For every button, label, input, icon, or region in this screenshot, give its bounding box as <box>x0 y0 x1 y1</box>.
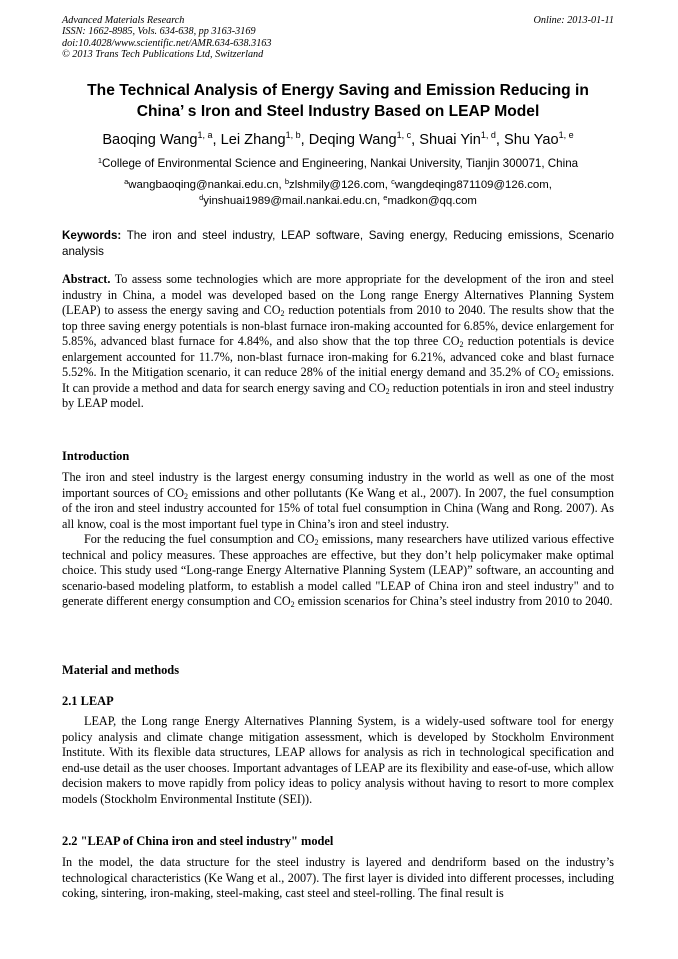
subscript: 2 <box>314 538 319 548</box>
keywords-text: The iron and steel industry, LEAP software, Saving energy, Reducing emissions, Scenario analysis <box>62 229 614 258</box>
journal-header <box>62 15 614 61</box>
email-address[interactable]: madkon@qq.com <box>387 194 477 207</box>
paragraph-text: emissions, many researchers have utilized various effective technical and policy measures. These approaches are effective, but they don’t help policymaker make optimal choice. This study used “Long-range Energy Alternative Planning System (LEAP)” software, an accounting and scenario-based modeling platform, to establish a model called "LEAP of China iron and steel industry" and to generate different energy consumption and CO <box>62 532 614 609</box>
keywords <box>62 228 614 259</box>
introduction-para-2 <box>62 532 614 610</box>
subscript: 2 <box>280 309 285 319</box>
subscript: 2 <box>555 371 560 381</box>
abstract-text: emissions. It can provide a method and data for search energy saving and CO <box>62 365 614 395</box>
title-line-1: The Technical Analysis of Energy Saving and Emission Reducing in <box>87 82 589 99</box>
paragraph-text: The iron and steel industry is the largest energy consuming industry in the world as well as one of the most important sources of CO <box>62 470 614 500</box>
email-mark: d <box>199 192 204 202</box>
author-name: Shuai Yin <box>419 132 481 148</box>
journal-name: Advanced Materials Research <box>62 15 185 26</box>
email-address[interactable]: yinshuai1989@mail.nankai.edu.cn <box>203 194 377 207</box>
subscript: 2 <box>459 340 464 350</box>
section-2-1-heading: 2.1 LEAP <box>62 694 114 708</box>
subscript: 2 <box>385 386 390 396</box>
author-name: Shu Yao <box>504 132 559 148</box>
abstract <box>62 272 614 412</box>
paragraph-text: For the reducing the fuel consumption and CO <box>84 532 315 547</box>
email-address[interactable]: wangdeqing871109@126.com <box>394 179 549 191</box>
affiliation-text: College of Environmental Science and Engineering, Nankai University, Tianjin 300071, China <box>102 157 579 170</box>
email-mark: e <box>383 192 388 202</box>
keywords-label: Keywords: <box>62 229 122 242</box>
author-affil-mark: 1, a <box>197 130 213 140</box>
email-list: $^a$wangbaoqing@nankai.edu.cn, $^b$zlshmily@126.com, $^c$wangdeqing871109@126.com, $^d$yinshuai1989@mail.nankai.edu.cn, $^e$madkon@qq.com <box>124 177 552 207</box>
affiliation-mark: 1 <box>97 156 103 165</box>
email-address[interactable]: zlshmily@126.com <box>289 179 385 191</box>
author-affil-mark: 1, b <box>285 130 301 140</box>
author-name: Baoqing Wang <box>102 132 198 148</box>
author-name: Lei Zhang <box>220 132 286 148</box>
abstract-text: reduction potentials is device enlargement accounted for 11.7%, non-blast furnace iron-making for 6.21%, advanced coke and blast furnace 5.52%. In the Mitigation scenario, it can reduce 28% of the initial energy demand and 35.2% of CO <box>62 334 614 380</box>
subscript: 2 <box>290 600 295 610</box>
paragraph-text: emission scenarios for China’s steel industry from 2010 to 2040. <box>294 594 613 609</box>
methods-heading: Material and methods <box>62 663 180 677</box>
issn-line: ISSN: 1662-8985, Vols. 634-638, pp 3163-3169 <box>62 26 256 38</box>
abstract-label: Abstract. <box>62 272 111 286</box>
abstract-text: reduction potentials from 2010 to 2040. The results show that the top three saving energy potentials is non-blast furnace iron-making accounted for 6.85%, device enlargement for 5.85%, advanced blast furnace for 4.84%, and also show that the top three CO <box>62 303 614 349</box>
section-2-2-heading: 2.2 "LEAP of China iron and steel industry" model <box>62 834 334 848</box>
affiliation <box>62 156 614 171</box>
subscript: 2 <box>184 491 189 501</box>
author-affil-mark: 1, e <box>558 130 574 140</box>
introduction-heading: Introduction <box>62 449 130 463</box>
introduction-body <box>62 470 614 610</box>
abstract-text: To assess some technologies which are more appropriate for the development of the iron and steel industry in China, a model was developed based on the Long range Energy Alternatives Planning System (LEAP) to assess the energy saving and CO <box>62 272 614 318</box>
author-affil-mark: 1, d <box>480 130 496 140</box>
email-mark: c <box>391 177 395 186</box>
doi-line: doi:10.4028/www.scientific.net/AMR.634-638.3163 <box>62 37 272 49</box>
abstract-text: reduction potentials in iron and steel industry by LEAP model. <box>62 380 614 411</box>
section-2-1-text: LEAP, the Long range Energy Alternatives Planning System, is a widely-used software tool for energy policy analysis and climate change mitigation assessment, which is developed by Stockholm Environment Institute. With its flexible data structures, LEAP allows for analysis as rich in technological specification and end-use detail as the user chooses. Important advantages of LEAP are its flexibility and ease-of-use, which allow decision makers to move rapidly from policy ideas to policy analysis without having to resort to more complex models (Stockholm Environmental Institute (SEI)). <box>62 714 614 806</box>
email-address[interactable]: wangbaoqing@nankai.edu.cn <box>128 179 279 191</box>
author-list: Baoqing Wang$^{1, a}$, Lei Zhang$^{1, b}$, Deqing Wang$^{1, c}$, Shuai Yin$^{1, d}$, Shu Yao$^{1, e}$ <box>102 130 574 148</box>
email-mark: b <box>284 177 290 186</box>
author-name: Deqing Wang <box>308 132 397 148</box>
copyright-line: © 2013 Trans Tech Publications Ltd, Switzerland <box>62 49 264 61</box>
paper-title <box>62 80 614 122</box>
title-line-2: China’ s Iron and Steel Industry Based on LEAP Model <box>136 103 540 120</box>
email-mark: a <box>124 177 129 186</box>
introduction-para-1 <box>62 470 614 532</box>
paragraph-text: emissions and other pollutants (Ke Wang et al., 2007). In 2007, the fuel consumption of the iron and steel industry accounted for 15% of total fuel consumption in China (Wang and Rong. 2007). As all know, coal is the most important fuel type in China’s iron and steel industry. <box>62 485 614 531</box>
section-2-2-text: In the model, the data structure for the steel industry is layered and dendriform based on the industry’s technological characteristics (Ke Wang et al., 2007). The first layer is divided into different processes, including coking, sintering, iron-making, steel-making, cast steel and steel-rolling. The final result is <box>62 855 614 901</box>
author-affil-mark: 1, c <box>396 130 412 140</box>
online-date: Online: 2013-01-11 <box>533 15 614 26</box>
